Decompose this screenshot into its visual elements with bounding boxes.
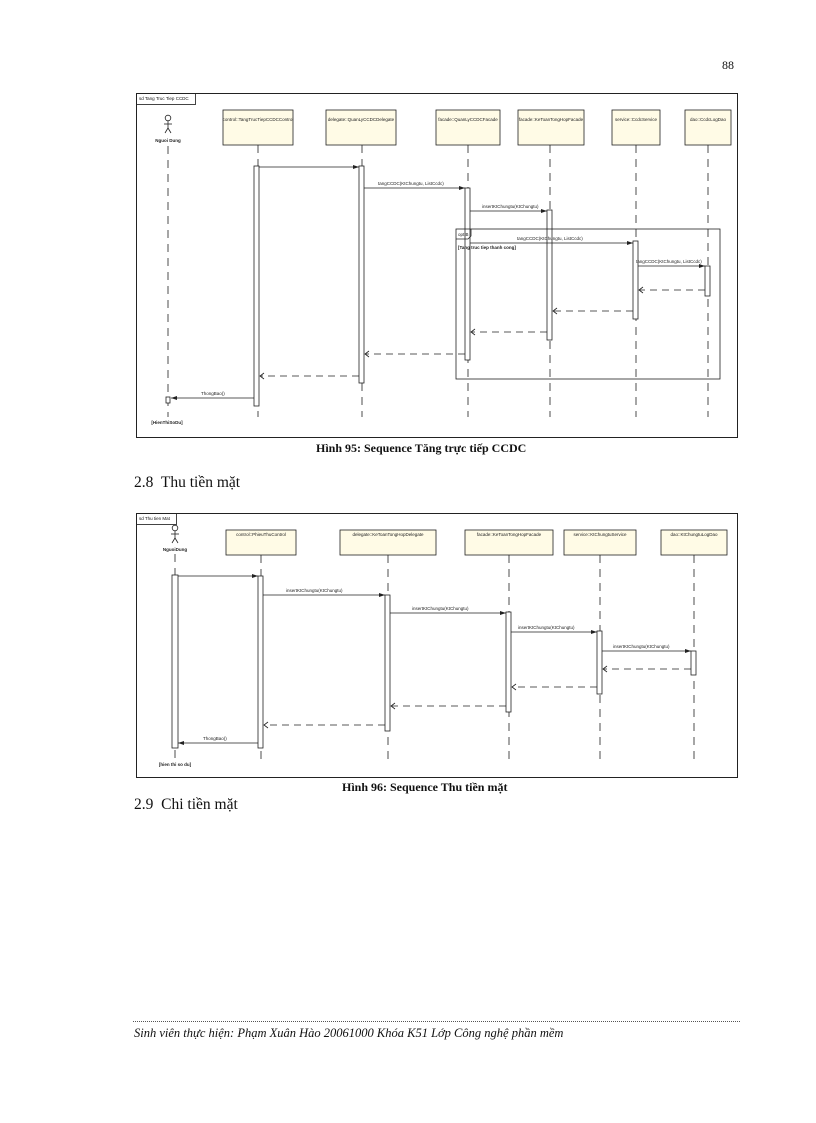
lifeline-head-3 [436, 110, 500, 145]
lifeline-head-label-5: dao::KtChungtuLogDao [670, 532, 718, 537]
message-5-arrowhead [171, 396, 177, 400]
lifeline-head-label-4: facade::KeToanTongHopFacade [518, 117, 584, 122]
message-2-arrowhead [541, 209, 547, 213]
activation-dao [705, 266, 710, 296]
lifeline-head-5 [612, 110, 660, 145]
message-0-arrowhead [353, 165, 359, 169]
actor-icon [171, 525, 179, 543]
activation-control [254, 166, 259, 406]
figure-95-caption: Hình 95: Sequence Tăng trực tiếp CCDC [316, 441, 527, 455]
actor-name: Nguoi Dung [155, 138, 181, 143]
section-2-8-heading [134, 474, 240, 492]
message-2-label: tangCCDC(KtChungtu, ListCcdc) [517, 236, 583, 241]
activation-delegate [359, 166, 364, 383]
footer-rule [133, 1021, 740, 1022]
message-3-label: insertKtChungtu(KtChungtu) [613, 644, 670, 649]
frame-label: sd Thu tien Mat [137, 514, 177, 525]
actor-activation [172, 575, 178, 748]
lifeline-head-label-4: service::KtChungtuService [573, 532, 627, 537]
message-3-arrowhead [627, 241, 633, 245]
message-0-arrowhead [252, 574, 258, 578]
section-title: Thu tiền mặt [160, 474, 241, 491]
sequence-diagram-thu-tien-mat [136, 513, 738, 778]
lifeline-head-2 [326, 110, 396, 145]
lifeline-head-6 [685, 110, 731, 145]
message-3-arrowhead [591, 630, 597, 634]
activation-facade [506, 612, 511, 712]
message-1-arrowhead [379, 593, 385, 597]
message-1-label: insertKtChungtu(KtChungtu) [412, 606, 469, 611]
message-2-label: insertKtChungtu(KtChungtu) [518, 625, 575, 630]
message-4-label: ThongBao() [203, 736, 227, 741]
activation-control [258, 576, 263, 748]
return-4-head [264, 722, 268, 728]
lifeline-head-label-6: dao::CcdcLogDao [689, 117, 727, 122]
activation-service [597, 631, 602, 694]
lifeline-head-label-2: delegate::QuanLyCCDCDelegate [327, 117, 395, 122]
lifeline-head-label-2: delegate::KeToanTongHopDelegate [352, 532, 424, 537]
message-4-label: ThongBao() [201, 391, 225, 396]
opt-fragment [456, 229, 720, 379]
message-2-arrowhead [500, 611, 506, 615]
lifeline-head-label-1: control::TangTrucTiepCCDCControl [222, 117, 294, 122]
message-1-arrowhead [459, 186, 465, 190]
actor-end-label: [HienThiSoDu] [151, 420, 183, 425]
figure-96-caption: Hình 96: Sequence Thu tiền mặt [342, 780, 508, 794]
section-number: 2.9 [134, 796, 154, 813]
activation-dao [691, 651, 696, 675]
message-3-label: tangCCDC(KtChungtu, ListCcdc) [636, 259, 702, 264]
message-1-label: insertKtChungtu(KtChungtu) [482, 204, 539, 209]
opt-guard: [Tang truc tiep thanh cong] [458, 245, 516, 250]
page-number: 88 [722, 58, 734, 72]
message-4-arrowhead [699, 264, 705, 268]
actor-icon [164, 115, 172, 133]
lifeline-head-label-3: facade::QuanLyCCDCFacade [438, 117, 498, 122]
lifeline-head-1 [223, 110, 293, 145]
section-2-9-heading [134, 796, 238, 814]
message-0-label: insertKtChungtu(KtChungtu) [286, 588, 343, 593]
actor-end-label: [hien thi so du] [158, 762, 192, 767]
message-4-arrowhead [685, 649, 691, 653]
message-0-label: tangCCDC(KtChungtu, ListCcdc) [378, 181, 444, 186]
activation-facade [465, 188, 470, 360]
section-title: Chi tiền mặt [161, 796, 238, 813]
activation-service [633, 241, 638, 319]
activation-kttonghop [547, 210, 552, 340]
opt-operator: opt B [458, 232, 469, 237]
section-number: 2.8 [134, 474, 154, 491]
actor-name: NguoiDung [162, 547, 188, 552]
lifeline-head-4 [518, 110, 584, 145]
lifeline-head-label-3: facade::KeToanTongHopFacade [476, 532, 542, 537]
frame-label: sd Tang Truc Tiep CCDC [137, 94, 196, 105]
return-2-head [512, 684, 516, 690]
lifeline-head-label-1: control::PhieuThuControl [236, 532, 286, 537]
activation-delegate [385, 595, 390, 731]
sequence-diagram-tang-ccdc [136, 93, 738, 438]
actor-end-marker [166, 397, 170, 403]
page-footer: Sinh viên thực hiện: Phạm Xuân Hào 20061000 Khóa K51 Lớp Công nghệ phần mềm [134, 1026, 564, 1040]
message-5-arrowhead [178, 741, 184, 745]
lifeline-head-label-5: service::CcdcService [614, 117, 658, 122]
